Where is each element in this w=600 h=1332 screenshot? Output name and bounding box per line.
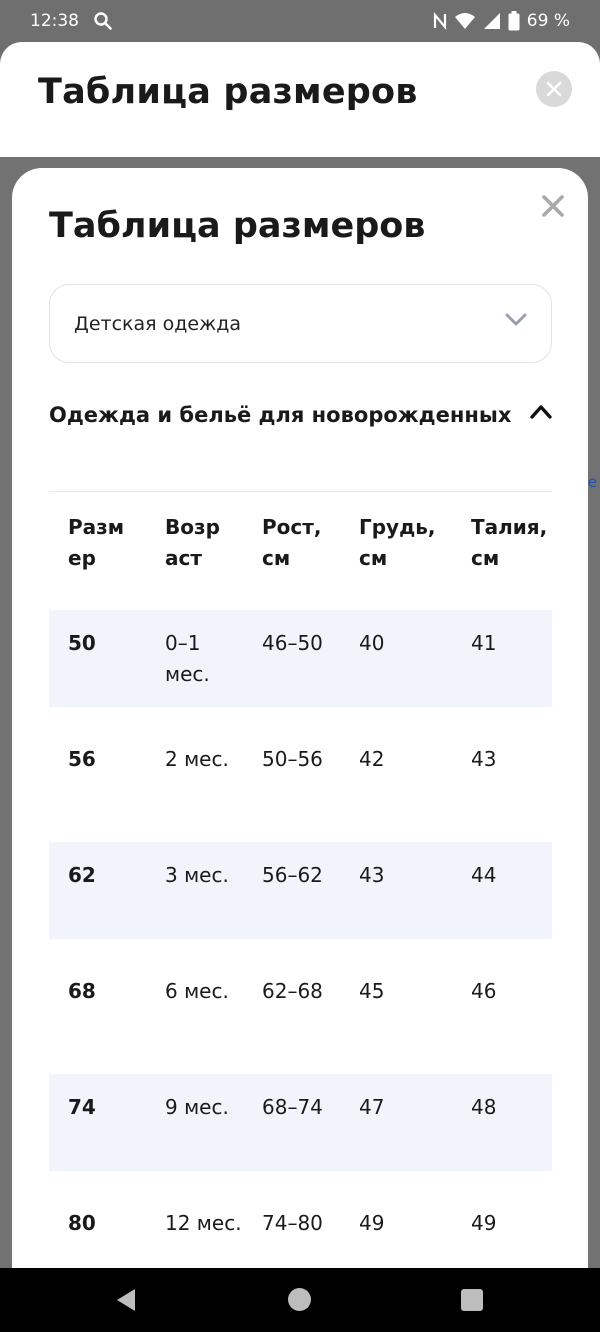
cell-age: 9 мес. (165, 1095, 229, 1119)
header-waist: Талия, см (471, 515, 548, 570)
status-time: 12:38 (30, 11, 79, 31)
table-row (49, 1074, 552, 1171)
cell-size: 80 (68, 1211, 96, 1235)
nav-recents-icon[interactable] (461, 1289, 483, 1311)
header-size: Разм ер (68, 515, 125, 570)
table-row (49, 726, 552, 823)
signal-icon (483, 12, 501, 30)
close-icon[interactable] (540, 193, 566, 219)
battery-icon (508, 11, 520, 31)
cell-height: 50–56 (262, 747, 323, 771)
size-chart-sheet (12, 168, 588, 1268)
cell-age: 2 мес. (165, 747, 229, 771)
cell-chest: 43 (359, 863, 385, 887)
cell-waist: 44 (471, 863, 497, 887)
nav-back-icon[interactable] (114, 1288, 138, 1312)
search-icon (93, 11, 113, 31)
status-icons (433, 11, 570, 31)
cell-height: 74–80 (262, 1211, 323, 1235)
table-row (49, 842, 552, 939)
wifi-icon (454, 12, 476, 30)
table-row (49, 1190, 552, 1268)
cell-size: 68 (68, 979, 96, 1003)
sheet-title: Таблица размеров (49, 206, 426, 246)
background-sheet-title: Таблица размеров (38, 72, 418, 112)
battery-percent: 69 % (526, 11, 570, 31)
cell-chest: 45 (359, 979, 385, 1003)
section-title[interactable]: Одежда и бельё для новорожденных (49, 403, 512, 427)
cell-waist: 46 (471, 979, 497, 1003)
cell-size: 50 (68, 631, 96, 655)
cell-size: 56 (68, 747, 96, 771)
cell-age: 0–1 мес. (165, 631, 210, 686)
table-row (49, 610, 552, 707)
category-dropdown[interactable] (49, 284, 552, 363)
size-table (49, 491, 552, 1268)
cell-size: 74 (68, 1095, 96, 1119)
cell-waist: 43 (471, 747, 497, 771)
header-chest: Грудь, см (359, 515, 436, 570)
nfc-icon (433, 12, 447, 30)
cell-height: 68–74 (262, 1095, 323, 1119)
close-icon (546, 81, 562, 97)
cell-waist: 49 (471, 1211, 497, 1235)
category-dropdown-value: Детская одежда (74, 312, 241, 335)
background-sheet (0, 42, 600, 157)
cell-age: 12 мес. (165, 1211, 242, 1235)
cell-waist: 41 (471, 631, 497, 655)
chevron-up-icon[interactable] (530, 404, 552, 420)
background-link-fragment: е (587, 473, 597, 491)
status-bar (0, 0, 600, 42)
header-height: Рост, см (262, 515, 322, 570)
system-nav-bar (0, 1268, 600, 1332)
cell-waist: 48 (471, 1095, 497, 1119)
cell-chest: 42 (359, 747, 385, 771)
cell-chest: 47 (359, 1095, 385, 1119)
chevron-down-icon (505, 313, 527, 327)
nav-home-icon[interactable] (288, 1288, 311, 1311)
cell-age: 3 мес. (165, 863, 229, 887)
cell-size: 62 (68, 863, 96, 887)
cell-height: 46–50 (262, 631, 323, 655)
table-header (49, 492, 552, 610)
background-close-button[interactable] (536, 71, 572, 107)
header-age: Возр аст (165, 515, 220, 570)
cell-height: 62–68 (262, 979, 323, 1003)
cell-chest: 49 (359, 1211, 385, 1235)
cell-chest: 40 (359, 631, 385, 655)
cell-height: 56–62 (262, 863, 323, 887)
table-row (49, 958, 552, 1055)
cell-age: 6 мес. (165, 979, 229, 1003)
